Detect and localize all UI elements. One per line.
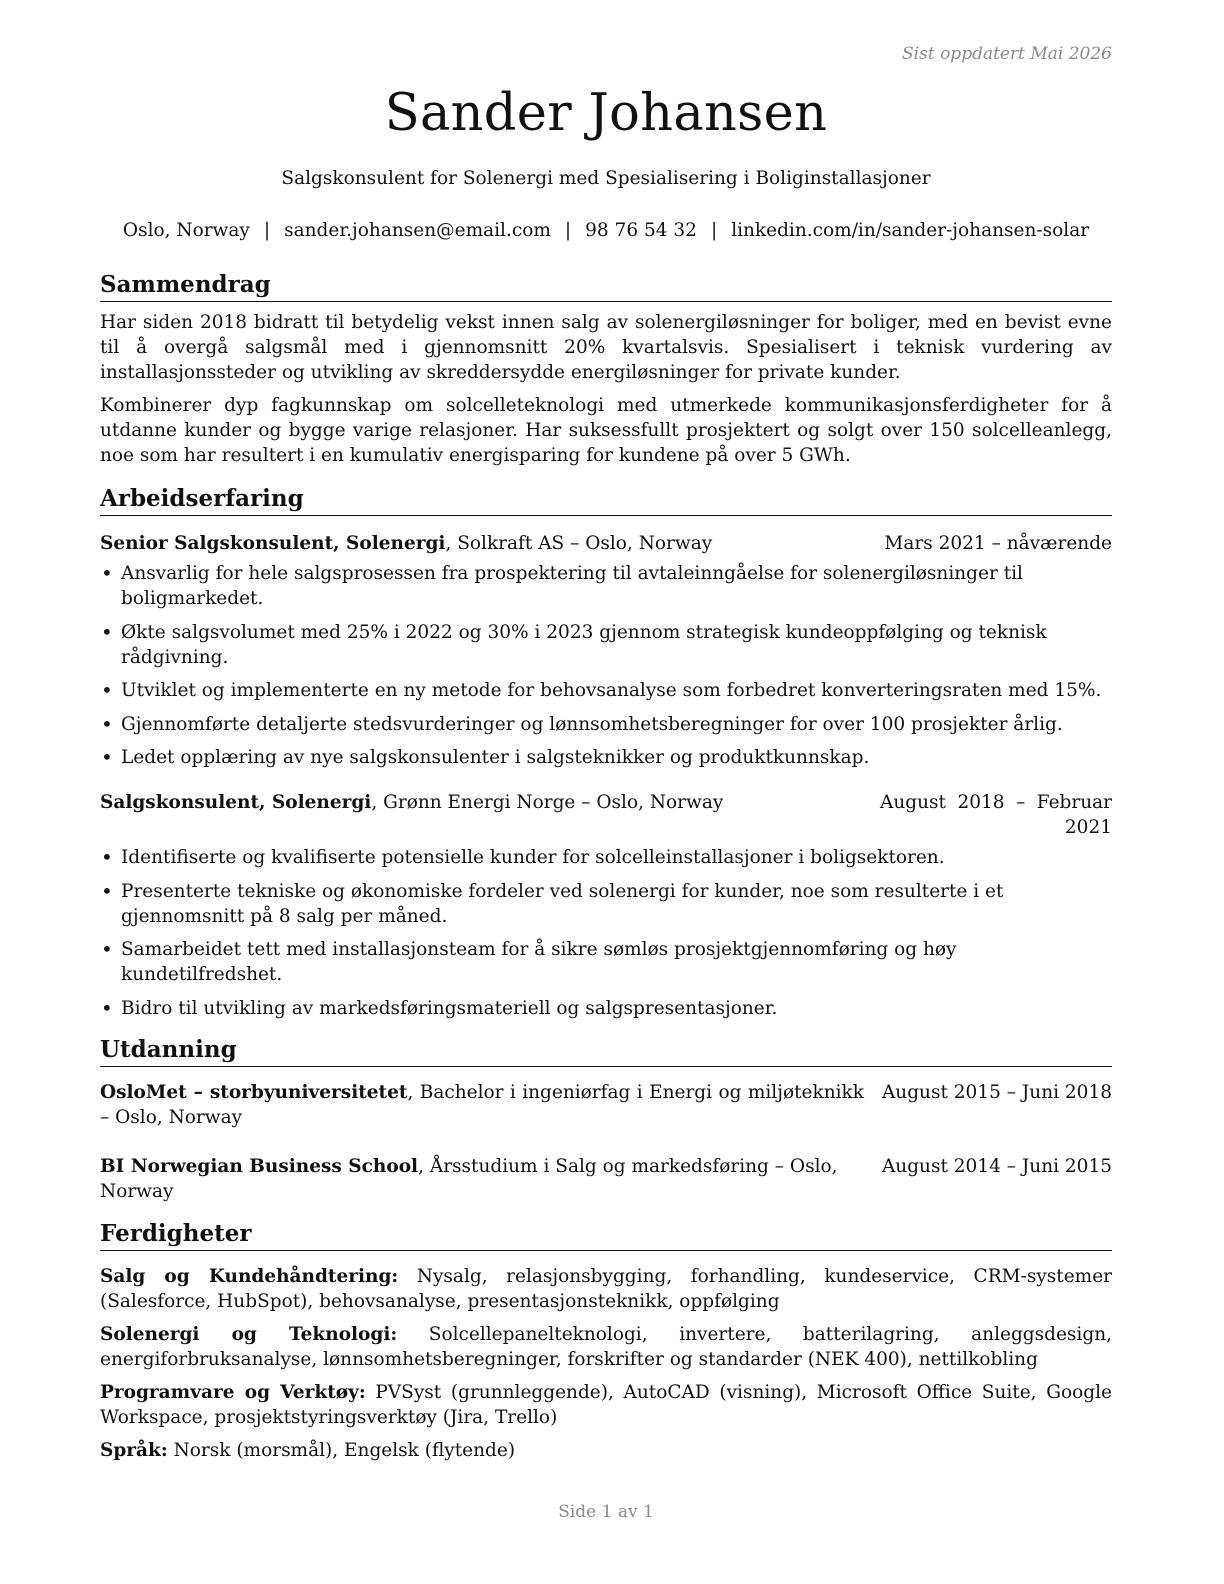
experience-section	[100, 484, 1112, 1021]
contact-linkedin[interactable]: linkedin.com/in/sander-johansen-solar	[731, 220, 1090, 241]
skill-label: Solenergi og Teknologi:	[100, 1323, 398, 1345]
job-title: Salgskonsulent, Solenergi	[100, 792, 372, 813]
job-dates: August 2018 – Februar 2021	[880, 792, 1112, 838]
section-heading-skills: Ferdigheter	[100, 1219, 1112, 1251]
education-section	[100, 1035, 1112, 1204]
job-bullets	[100, 845, 1112, 1021]
skill-text: Norsk (morsmål), Engelsk (flytende)	[167, 1439, 516, 1461]
job-entry	[100, 531, 1112, 770]
job-entry	[100, 790, 1112, 1021]
skill-label: Språk:	[100, 1439, 168, 1461]
contact-phone: 98 76 54 32	[585, 220, 697, 241]
list-item: • Ansvarlig for hele salgsprosessen fra prospektering til avtaleinngåelse for solenergiløsninger til boligmarkedet.	[100, 561, 1112, 611]
list-item: • Gjennomførte detaljerte stedsvurderinger og lønnsomhetsberegninger for over 100 prosjekter årlig.	[100, 712, 1112, 737]
resume-content	[100, 270, 1112, 1463]
education-details: , Bachelor i ingeniørfag i Energi og miljøteknikk – Oslo, Norway	[100, 1081, 864, 1128]
skills-section	[100, 1219, 1112, 1463]
education-details: , Årsstudium i Salg og markedsføring – Oslo, Norway	[100, 1155, 838, 1202]
summary-paragraph: Har siden 2018 bidratt til betydelig vekst innen salg av solenergiløsninger for boliger, med en bevist evne til å overgå salgsmål med i gjennomsnitt 20% kvartalsvis. Spesialisert i teknisk vurdering av installasjonssteder og utvikling av skreddersydde energiløsninger for private kunder.	[100, 312, 1112, 383]
education-dates: August 2014 – Juni 2015	[881, 1155, 1112, 1177]
education-dates: August 2015 – Juni 2018	[881, 1081, 1112, 1103]
tagline: Salgskonsulent for Solenergi med Spesialisering i Boliginstallasjoner	[281, 168, 931, 189]
job-header	[100, 790, 1112, 840]
job-company: , Grønn Energi Norge – Oslo, Norway	[371, 792, 724, 813]
list-item: • Samarbeidet tett med installasjonsteam for å sikre sømløs prosjektgjennomføring og høy kundetilfredshet.	[100, 937, 1112, 987]
list-item: • Presenterte tekniske og økonomiske fordeler ved solenergi for kunder, noe som resulterte i et gjennomsnitt på 8 salg per måned.	[100, 879, 1112, 929]
contact-separator: |	[710, 220, 718, 241]
education-entry	[100, 1154, 1112, 1204]
contact-separator: |	[564, 220, 572, 241]
section-heading-experience: Arbeidserfaring	[100, 484, 1112, 516]
contact-email[interactable]: sander.johansen@email.com	[284, 220, 551, 241]
list-item: • Økte salgsvolumet med 25% i 2022 og 30% i 2023 gjennom strategisk kundeoppfølging og teknisk rådgivning.	[100, 620, 1112, 670]
list-item: • Ledet opplæring av nye salgskonsulenter i salgsteknikker og produktkunnskap.	[100, 745, 1112, 770]
skill-text: Solcellepanelteknologi, invertere, batterilagring, anleggsdesign, energiforbruksanalyse, lønnsomhetsberegninger, forskrifter og standarder (NEK 400), nettilkobling	[100, 1323, 1112, 1370]
summary-section	[100, 270, 1112, 468]
job-bullets	[100, 561, 1112, 770]
contact-separator: |	[263, 220, 271, 241]
job-company: , Solkraft AS – Oslo, Norway	[445, 533, 713, 554]
page-number: Side 1 av 1	[558, 1502, 654, 1522]
job-title: Senior Salgskonsulent, Solenergi	[100, 533, 446, 554]
skill-label: Programvare og Verktøy:	[100, 1381, 366, 1403]
education-school: OsloMet – storbyuniversitetet	[100, 1081, 408, 1103]
education-entry	[100, 1080, 1112, 1130]
job-dates: Mars 2021 – nåværende	[884, 533, 1112, 554]
section-heading-education: Utdanning	[100, 1035, 1112, 1067]
section-heading-summary: Sammendrag	[100, 270, 1112, 302]
skill-line	[100, 1380, 1112, 1430]
skill-line	[100, 1322, 1112, 1372]
skill-line	[100, 1438, 1112, 1463]
job-header	[100, 531, 1112, 556]
summary-paragraph: Kombinerer dyp fagkunnskap om solcelleteknologi med utmerkede kommunikasjonsferdigheter for å utdanne kunder og bygge varige relasjoner. Har suksessfullt prosjektert og solgt over 150 solcelleanlegg, noe som har resultert i en kumulativ energisparing for kundene på over 5 GWh.	[100, 395, 1112, 466]
skill-text: PVSyst (grunnleggende), AutoCAD (visning), Microsoft Office Suite, Google Workspace, prosjektstyringsverktøy (Jira, Trello)	[100, 1381, 1112, 1428]
skill-line	[100, 1264, 1112, 1314]
contact-location: Oslo, Norway	[122, 220, 250, 241]
contact-line	[40, 220, 1172, 241]
list-item: • Bidro til utvikling av markedsføringsmateriell og salgspresentasjoner.	[100, 996, 1112, 1021]
list-item: • Identifiserte og kvalifiserte potensielle kunder for solcelleinstallasjoner i boligsektoren.	[100, 845, 1112, 870]
skill-label: Salg og Kundehåndtering:	[100, 1265, 399, 1287]
list-item: • Utviklet og implementerte en ny metode for behovsanalyse som forbedret konverteringsraten med 15%.	[100, 678, 1112, 703]
candidate-name: Sander Johansen	[384, 84, 828, 143]
education-school: BI Norwegian Business School	[100, 1155, 419, 1177]
skill-text: Nysalg, relasjonsbygging, forhandling, kundeservice, CRM-systemer (Salesforce, HubSpot), behovsanalyse, presentasjonsteknikk, oppfølging	[100, 1265, 1112, 1312]
last-updated: Sist oppdatert Mai 2026	[902, 44, 1112, 64]
